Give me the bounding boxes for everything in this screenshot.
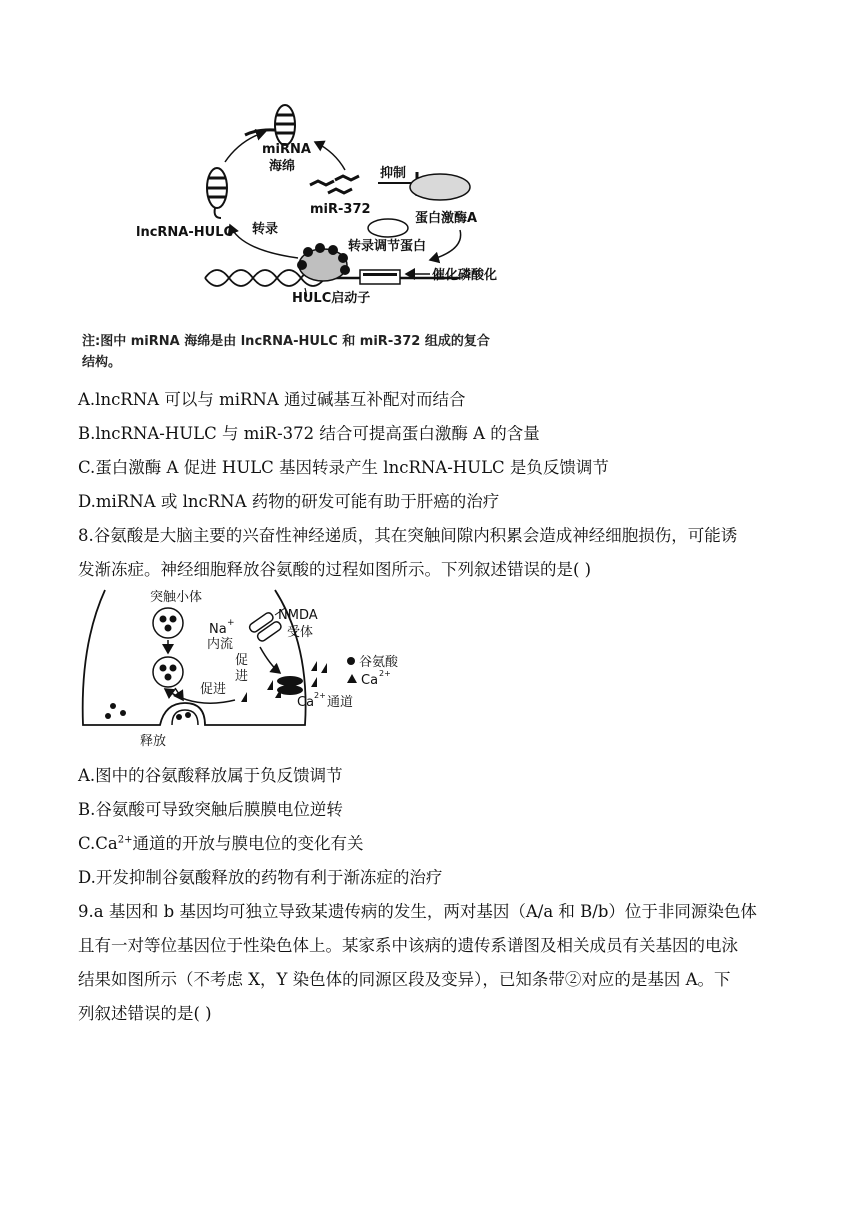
q8-option-c-prefix: C.Ca (78, 834, 118, 853)
label-mir372: miR-372 (310, 202, 371, 217)
label-ca-legend-charge: 2+ (379, 669, 391, 678)
mir372-strands (310, 176, 359, 193)
label-receptor: 受体 (287, 625, 314, 640)
regulator-protein-ring (368, 219, 408, 237)
q7-option-d: D.miRNA 或 lncRNA 药物的研发可能有助于肝癌的治疗 (78, 492, 500, 511)
label-na-charge: + (227, 618, 235, 628)
label-ca-legend: Ca (361, 673, 379, 688)
q9-line1: 9.a 基因和 b 基因均可独立导致某遗传病的发生，两对基因（A/a 和 B/b）位于非同源染色体 (78, 902, 757, 921)
label-promote-v2: 进 (235, 669, 249, 684)
q8-stem-line2: 发渐冻症。神经细胞释放谷氨酸的过程如图所示。下列叙述错误的是( ) (78, 560, 592, 579)
transcription-regulator-cluster (297, 243, 350, 281)
label-catalyze-phosphorylation: 催化磷酸化 (432, 268, 498, 283)
kinase-to-regulator-arrow (430, 230, 461, 260)
figure1-note-line2: 结构。 (82, 355, 122, 370)
label-glutamate-legend: 谷氨酸 (359, 655, 399, 670)
q8-option-c-text: 通道的开放与膜电位的变化有关 (132, 834, 364, 853)
label-mirna: miRNA (262, 142, 311, 157)
label-na: Na (209, 622, 227, 637)
arrow-from-mir372 (315, 142, 345, 170)
label-lncrna-hulc: lncRNA-HULC (136, 225, 234, 240)
label-transcription-regulator: 转录调节蛋白 (348, 239, 427, 254)
figure1-note-line1: 注:图中 miRNA 海绵是由 lncRNA-HULC 和 miR-372 组成的复合 (82, 334, 490, 349)
label-release: 释放 (140, 734, 167, 749)
q8-option-b: B.谷氨酸可导致突触后膜膜电位逆转 (78, 800, 343, 819)
mirna-sponge-helix-top (245, 105, 295, 145)
q9-line3: 结果如图所示（不考虑 X，Y 染色体的同源区段及变异），已知条带②对应的是基因 A。下 (78, 970, 731, 989)
q7-option-c: C.蛋白激酶 A 促进 HULC 基因转录产生 lncRNA-HULC 是负反馈调节 (78, 458, 609, 477)
vesicle-top (153, 608, 183, 638)
label-inhibit: 抑制 (380, 166, 407, 181)
lncrna-hulc-helix (207, 168, 227, 218)
label-protein-kinase-a: 蛋白激酶A (415, 211, 478, 226)
ca-legend-triangle (347, 674, 357, 683)
label-hulc-promoter: HULC启动子 (292, 291, 371, 306)
label-synaptic-vesicle: 突触小体 (150, 590, 203, 605)
label-sponge: 海绵 (269, 159, 296, 174)
label-promote-v1: 促 (235, 653, 249, 668)
arrow-to-sponge (225, 132, 265, 162)
q7-option-b: B.lncRNA-HULC 与 miR-372 结合可提高蛋白激酶 A 的含量 (78, 424, 540, 443)
vesicle-middle (153, 657, 183, 687)
hulc-promoter-box (360, 270, 400, 284)
label-promote-h: 促进 (200, 682, 227, 697)
q8-option-c (78, 830, 364, 854)
q9-line2: 且有一对等位基因位于性染色体上。某家系中该病的遗传系谱图及相关成员有关基因的电泳 (78, 936, 738, 955)
q9-line4: 列叙述错误的是( ) (78, 1004, 212, 1023)
lncrna-hulc-diagram (130, 100, 550, 315)
glutamate-release-diagram (75, 585, 425, 750)
glutamate-legend-dot (347, 657, 355, 665)
label-ca-channel-text: 通道 (327, 695, 354, 710)
label-transcription: 转录 (252, 222, 279, 237)
label-ca-channel: Ca (297, 695, 315, 710)
label-influx: 内流 (207, 637, 234, 652)
protein-kinase-a-shape (410, 174, 470, 200)
q8-stem-line1: 8.谷氨酸是大脑主要的兴奋性神经递质，其在突触间隙内积累会造成神经细胞损伤，可能诱 (78, 526, 738, 545)
released-vesicle (105, 703, 126, 719)
release-pocket (172, 710, 198, 725)
presynaptic-membrane (83, 590, 306, 725)
label-nmda: NMDA (278, 608, 318, 623)
q8-option-a: A.图中的谷氨酸释放属于负反馈调节 (78, 766, 343, 785)
q8-option-c-sup: 2+ (117, 834, 133, 846)
q7-option-a: A.lncRNA 可以与 miRNA 通过碱基互补配对而结合 (78, 390, 466, 409)
label-ca-channel-charge: 2+ (314, 691, 326, 700)
q8-option-d: D.开发抑制谷氨酸释放的药物有利于渐冻症的治疗 (78, 868, 443, 887)
